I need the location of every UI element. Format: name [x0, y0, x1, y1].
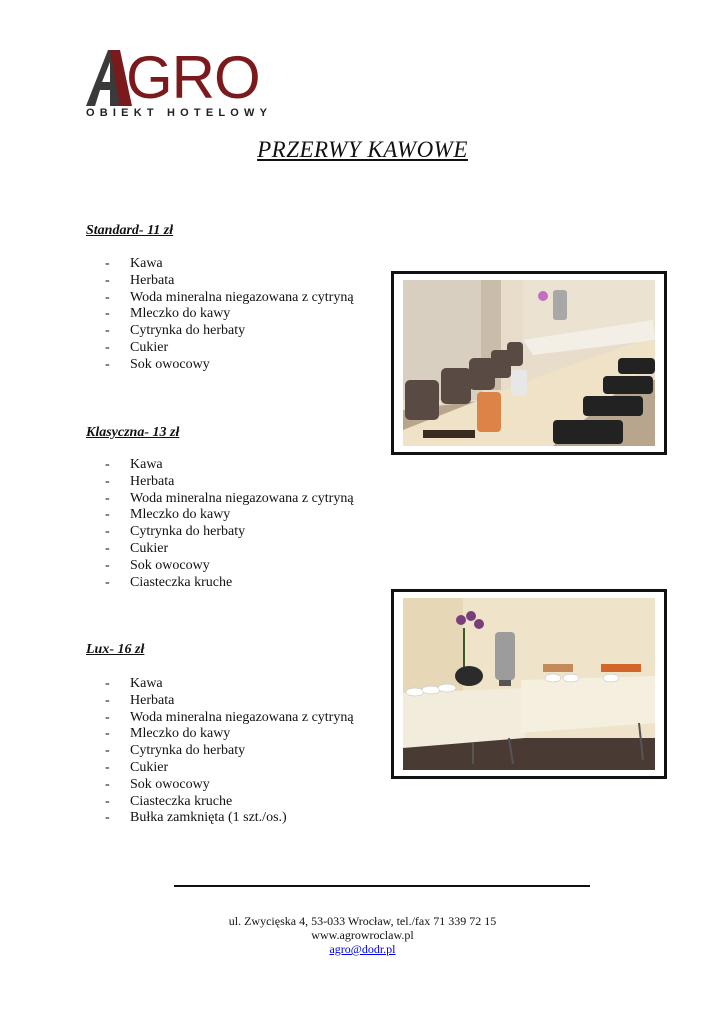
list-item: - Ciasteczka kruche — [105, 574, 233, 590]
list-item: - Cytrynka do herbaty — [105, 323, 246, 339]
footer-address: ul. Zwycięska 4, 53-033 Wrocław, tel./fax 71 339 72 15 — [228, 914, 497, 928]
footer-email-line — [0, 942, 725, 956]
list-item: - Cukier — [105, 540, 169, 556]
footer-divider — [174, 885, 590, 887]
list-item: - Sok owocowy — [105, 356, 210, 372]
list-item: - Sok owocowy — [105, 776, 210, 792]
list-item: - Mleczko do kawy — [105, 726, 231, 742]
list-item: - Cukier — [105, 759, 169, 775]
list-item: - Woda mineralna niegazowana z cytryną — [105, 709, 354, 725]
list-item: - Kawa — [105, 676, 163, 691]
list-item: - Kawa — [105, 256, 163, 271]
logo-subtitle: OBIEKT HOTELOWY — [86, 107, 273, 119]
logo-wordmark: GRO — [126, 44, 260, 111]
list-item: - Mleczko do kawy — [105, 306, 231, 322]
coffee-buffet-image — [403, 598, 655, 770]
section-list-klasyczna — [105, 457, 354, 591]
section-list-lux — [105, 676, 354, 827]
photo-conference-room — [391, 271, 667, 455]
list-item: - Mleczko do kawy — [105, 507, 231, 523]
footer-email-link[interactable]: agro@dodr.pl — [329, 942, 396, 956]
list-item: - Sok owocowy — [105, 557, 210, 573]
conference-room-image — [403, 280, 655, 446]
footer-website: www.agrowroclaw.pl — [311, 928, 414, 942]
list-item: - Herbata — [105, 272, 175, 288]
list-item: - Ciasteczka kruche — [105, 793, 233, 809]
agro-logo — [86, 44, 273, 122]
photo-coffee-buffet — [391, 589, 667, 779]
list-item: - Bułka zamknięta (1 szt./os.) — [105, 810, 287, 826]
section-heading-klasyczna: Klasyczna- 13 zł — [86, 425, 180, 440]
section-heading-lux: Lux- 16 zł — [86, 642, 145, 657]
list-item: - Cukier — [105, 339, 169, 355]
page-title: PRZERWY KAWOWE — [257, 137, 468, 162]
list-item: - Cytrynka do herbaty — [105, 743, 246, 759]
list-item: - Herbata — [105, 692, 175, 708]
list-item: - Cytrynka do herbaty — [105, 524, 246, 540]
list-item: - Woda mineralna niegazowana z cytryną — [105, 490, 354, 506]
list-item: - Herbata — [105, 473, 175, 489]
list-item: - Kawa — [105, 457, 163, 472]
section-heading-standard: Standard- 11 zł — [86, 223, 174, 238]
list-item: - Woda mineralna niegazowana z cytryną — [105, 289, 354, 305]
section-list-standard — [105, 256, 354, 374]
